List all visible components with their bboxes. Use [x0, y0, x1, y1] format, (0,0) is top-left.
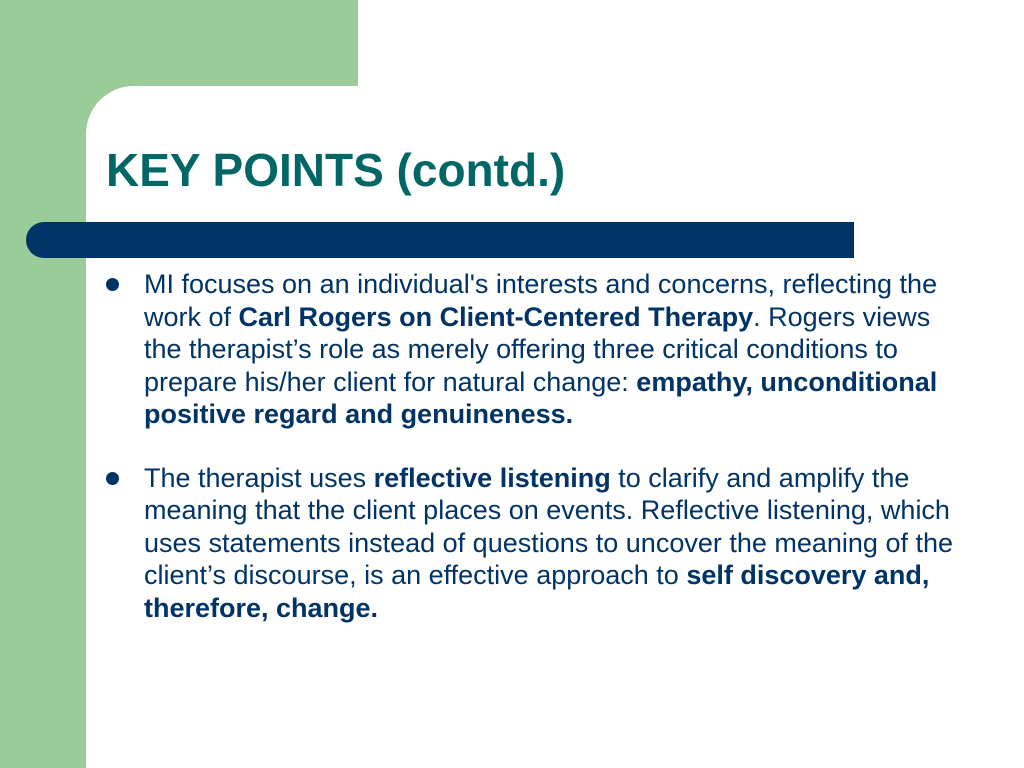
title-underline-bar — [26, 222, 854, 258]
bullet-1-run-3: . Rogers views the therapist’s role as merely offering three critical conditions to prepare his/her client for natural change: — [144, 301, 931, 397]
slide-title: KEY POINTS (contd.) — [106, 144, 566, 196]
bullet-dot-icon — [106, 472, 119, 485]
bullet-text-2 — [144, 463, 953, 623]
bullet-2-bold-self-discovery: self discovery and, therefore, change. — [144, 560, 930, 623]
bullet-1-bold-conditions: empathy, unconditional positive regard and genuineness. — [144, 366, 938, 429]
bullet-2-run-1: The therapist uses — [144, 462, 374, 493]
bullet-1-run-1: MI focuses on an individual's interests and concerns, reflecting the work of — [144, 269, 938, 332]
bullet-item-2 — [104, 462, 964, 625]
bullet-text-1 — [144, 269, 937, 429]
bullet-2-bold-reflective-listening: reflective listening — [373, 462, 611, 493]
bullet-list — [104, 268, 964, 624]
bullet-item-1 — [104, 268, 964, 431]
bullet-1-bold-carl-rogers: Carl Rogers on Client-Centered Therapy — [238, 301, 754, 332]
bullet-dot-icon — [106, 278, 119, 291]
bullet-2-run-3: to clarify and amplify the meaning that the client places on events. Reflective listening, which uses statements instead of questions to uncover the meaning of the client’s discourse, is an effective approach to — [144, 462, 953, 590]
